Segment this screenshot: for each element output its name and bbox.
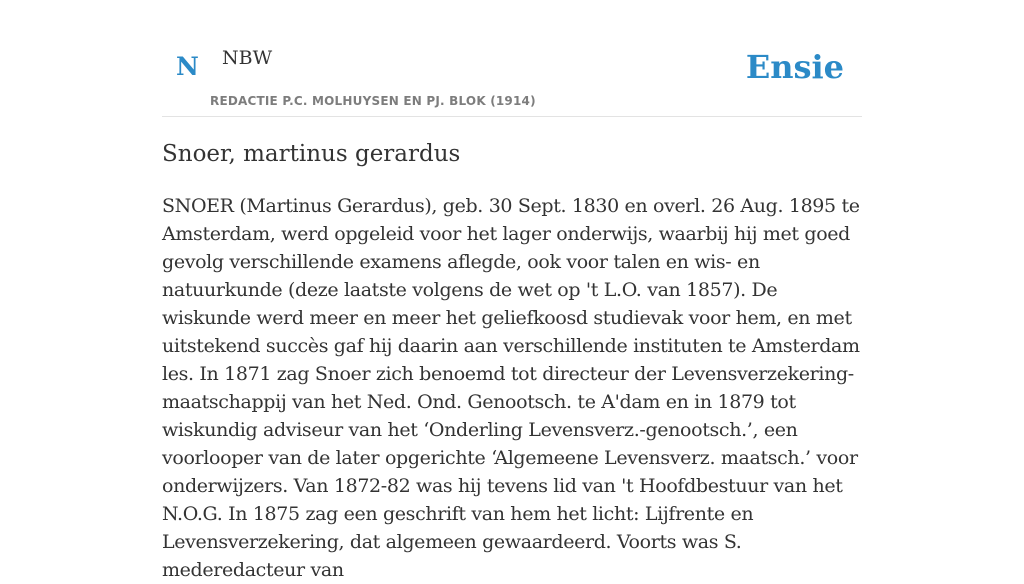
article-body: SNOER (Martinus Gerardus), geb. 30 Sept. 1830 en overl. 26 Aug. 1895 te Amsterdam, werd opgeleid voor het lager onderwijs, waarbij hij met goed gevolg verschillende examens aflegde, ook voor talen en wis- en natuurkunde (deze laatste volgens de wet op 't L.O. van 1857). De wiskunde werd meer en meer het geliefkoosd studievak voor hem, en met uitstekend succès gaf hij daarin aan verschillende instituten te Amsterdam les. In 1871 zag Snoer zich benoemd tot directeur der Levensverzekering-maatschappij van het Ned. Ond. Genootsch. te A'dam en in 1879 tot wiskundig adviseur van het ‘Onderling Levensverz.-genootsch.’, een voorlooper van de later opgerichte ‘Algemeene Levensverz. maatsch.’ voor onderwijzers. Van 1872-82 was hij tevens lid van 't Hoofdbestuur van het N.O.G. In 1875 zag een geschrift van hem het licht: Lijfrente en Levensverzekering, dat algemeen gewaardeerd. Voorts was S. mederedacteur van xyxy=(162,195,860,581)
source-header xyxy=(162,0,862,117)
source-name[interactable]: NBW xyxy=(222,47,273,69)
ensie-logo[interactable]: Ensie xyxy=(745,48,844,86)
source-subtitle: REDACTIE P.C. MOLHUYSEN EN PJ. BLOK (1914) xyxy=(210,94,536,108)
source-logo[interactable]: N xyxy=(176,52,199,81)
page-title: Snoer, martinus gerardus xyxy=(162,141,461,167)
